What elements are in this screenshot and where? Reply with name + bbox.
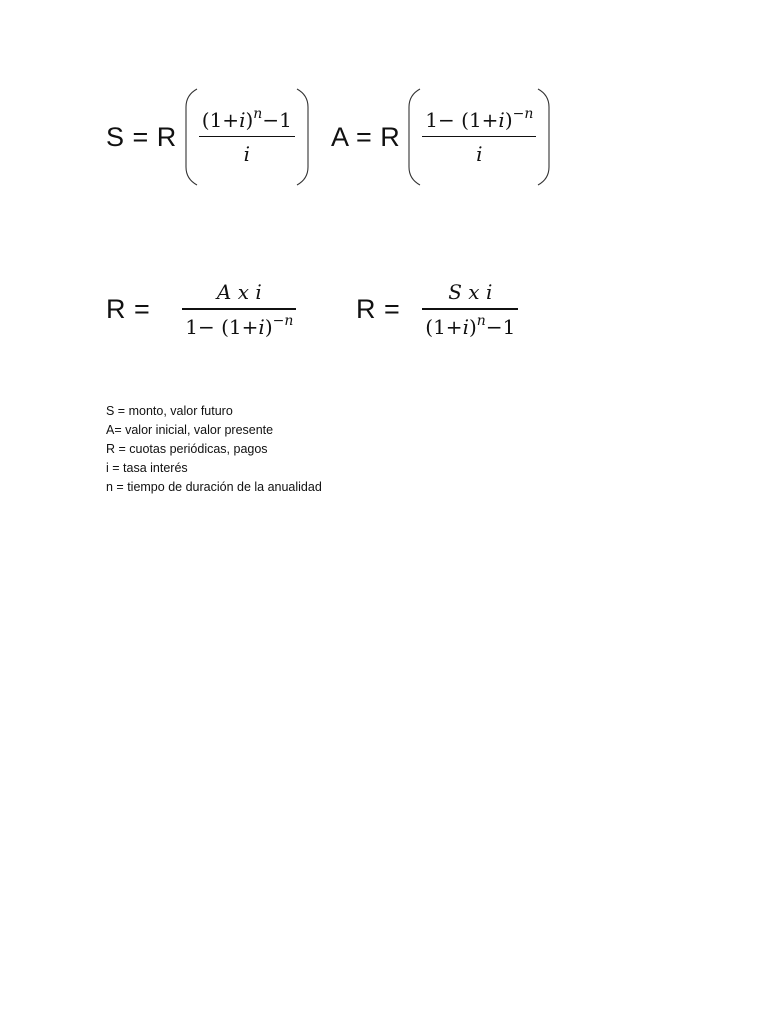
formula-lhs: R = xyxy=(106,293,151,324)
fraction-bar xyxy=(199,136,295,138)
right-paren-icon xyxy=(536,87,552,187)
fraction xyxy=(199,106,295,169)
bracket-group xyxy=(406,87,552,187)
fraction-numerator: S x i xyxy=(448,280,493,304)
legend-item-i: i = tasa interés xyxy=(106,461,188,475)
legend-item-a: A= valor inicial, valor presente xyxy=(106,423,274,437)
fraction-numerator: A x i xyxy=(216,280,262,304)
legend-item-s: S = monto, valor futuro xyxy=(106,404,233,418)
right-paren-icon xyxy=(295,87,311,187)
formula-future-value xyxy=(106,87,311,187)
fraction-denominator: $1- (1+i)^{-n}$ xyxy=(185,312,294,339)
fraction-denominator: $(1+i)^n-1$ xyxy=(425,312,516,339)
fraction-denominator: i xyxy=(476,142,483,167)
left-paren-icon xyxy=(406,87,422,187)
fraction-numerator: $1- (1+i)^{-n}$ xyxy=(425,105,534,132)
fraction xyxy=(422,278,518,341)
fraction xyxy=(422,106,536,169)
formula-lhs: A = R xyxy=(331,121,401,152)
formula-lhs: S = R xyxy=(106,121,177,152)
formula-payment-from-future xyxy=(356,278,518,341)
legend-item-n: n = tiempo de duración de la anualidad xyxy=(106,480,322,494)
fraction-bar xyxy=(182,308,296,310)
formula-lhs: R = xyxy=(356,293,401,324)
variable-legend xyxy=(106,402,322,497)
fraction-bar xyxy=(422,308,518,310)
formula-payment-from-present xyxy=(106,278,296,341)
bracket-group xyxy=(183,87,311,187)
fraction-denominator: i xyxy=(243,142,250,167)
fraction-numerator: $(1+i)^n-1$ xyxy=(201,105,292,132)
formula-present-value xyxy=(331,87,552,187)
left-paren-icon xyxy=(183,87,199,187)
fraction-bar xyxy=(422,136,536,138)
fraction xyxy=(182,278,296,341)
legend-item-r: R = cuotas periódicas, pagos xyxy=(106,442,268,456)
